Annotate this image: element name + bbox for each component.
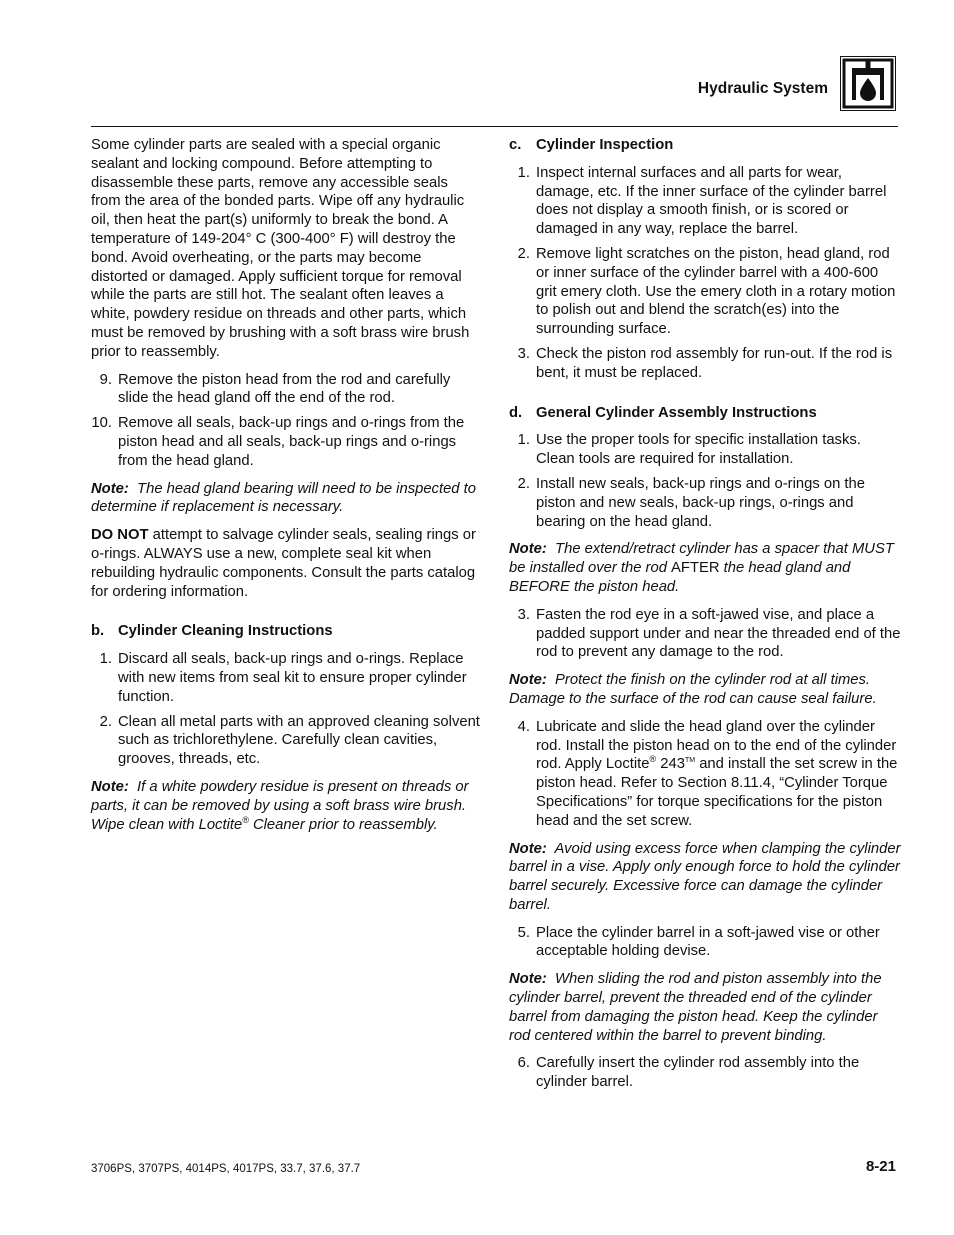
step-text: Inspect internal surfaces and all parts for wear, damage, etc. If the inner surface of the cylinder barrel does not display a smooth finish, or is scored or damaged in any way, replace the barrel.: [536, 164, 887, 238]
list-item: [91, 650, 481, 706]
assembly-steps-list: [509, 431, 901, 531]
step-number: 6.: [517, 1055, 530, 1072]
note-text: Avoid using excess force when clamping the cylinder barrel in a vise. Apply only enough force to hold the cylinder barrel securely. Excessive force can damage the cylinder barrel.: [509, 840, 901, 913]
registered-mark: ®: [242, 814, 249, 825]
step-number: 10.: [91, 415, 112, 432]
section-letter: c.: [509, 137, 522, 153]
note-label: Note:: [509, 971, 547, 988]
page-number: 8-21: [865, 1158, 896, 1175]
list-item: [509, 718, 901, 831]
step-text: Discard all seals, back-up rings and o-rings. Replace with new items from seal kit to ensure proper cylinder function.: [118, 651, 467, 705]
step-text-part: 243: [656, 756, 685, 773]
note-rod-finish: [509, 671, 901, 709]
section-title: Cylinder Cleaning Instructions: [118, 623, 333, 640]
step-text-part: and install the set screw in the piston head. Refer to Section 8.11.4, “Cylinder Torque Specifications” for torque specifications for the piston head and the set screw.: [536, 756, 898, 829]
note-text: The head gland bearing will need to be inspected to determine if replacement is necessary.: [91, 480, 476, 516]
note-text-end: Cleaner prior to reassembly.: [248, 816, 438, 833]
step-text: Check the piston rod assembly for run-out. If the rod is bent, it must be replaced.: [536, 345, 893, 381]
hydraulic-cylinder-icon: [840, 56, 896, 111]
note-residue: [91, 778, 481, 834]
list-item: [509, 245, 901, 339]
note-text: The extend/retract cylinder has a spacer that MUST be installed over the rod: [509, 541, 894, 577]
step-number: 3.: [517, 606, 530, 623]
step-text-part: Lubricate and slide the head gland over the cylinder rod. Install the piston head on to the end of the cylinder rod. Apply Loctite: [536, 718, 897, 773]
assembly-step-3: [509, 606, 901, 662]
note-clamping: [509, 840, 901, 915]
step-text: Install new seals, back-up rings and o-rings on the piston and new seals, back-up rings, o-rings and bearing on the head gland.: [536, 475, 865, 530]
list-item: [509, 924, 901, 962]
left-column: [91, 136, 481, 843]
trademark-mark: TM: [684, 757, 696, 765]
step-text: Remove light scratches on the piston, head gland, rod or inner surface of the cylinder barrel with a 400-600 grit emery cloth. Use the emery cloth in a rotary motion to polish out and blend the scratch(es) into the surrounding surface.: [536, 245, 896, 338]
step-number: 9.: [99, 371, 112, 388]
inspection-steps-list: [509, 164, 901, 383]
step-number: 1.: [517, 432, 530, 449]
intro-paragraph: Some cylinder parts are sealed with a special organic sealant and locking compound. Before attempting to disassemble these parts, remove any accessible seals from the area of the bonded parts. Wipe off any hydraulic oil, then heat the part(s) uniformly to break the bond. A temperature of 149-204° C (300-400° F) will destroy the bond. Avoid overheating, or the parts may become distorted or damaged. Apply sufficient torque for removal while the parts are still hot. The sealant often leaves a white, powdery residue on threads and other parts, which must be removed by brushing with a soft brass wire brush prior to reassembly.: [91, 137, 470, 360]
note-emphasis: AFTER: [671, 560, 720, 577]
step-number: 5.: [517, 924, 530, 941]
registered-mark: ®: [649, 754, 657, 765]
section-title: Cylinder Inspection: [536, 137, 674, 153]
note-label: Note:: [509, 840, 547, 857]
assembly-step-4: [509, 718, 901, 831]
section-header-title: Hydraulic System: [697, 80, 828, 97]
note-label: Note:: [91, 480, 129, 497]
note-text: Protect the finish on the cylinder rod at all times. Damage to the surface of the rod can cause seal failure.: [509, 672, 877, 707]
note-sliding: [509, 970, 901, 1045]
list-item: [509, 431, 901, 469]
list-item: [91, 414, 481, 470]
note-bearing: [91, 480, 481, 518]
warning-text: attempt to salvage cylinder seals, sealing rings or o-rings. ALWAYS use a new, complete seal kit when rebuilding hydraulic components. Consult the parts catalog for ordering information.: [91, 527, 476, 600]
step-text: Clean all metal parts with an approved cleaning solvent such as trichlorethylene. Carefully clean cavities, grooves, threads, etc.: [118, 713, 480, 768]
list-item: [509, 345, 901, 383]
step-text: Use the proper tools for specific installation tasks. Clean tools are required for installation.: [536, 432, 861, 468]
assembly-step-6: [509, 1054, 901, 1092]
note-label: Note:: [509, 672, 547, 689]
section-heading-inspection: [509, 136, 901, 155]
list-item: [509, 606, 901, 662]
step-number: 2.: [517, 245, 530, 262]
step-text: Remove all seals, back-up rings and o-rings from the piston head and all seals, back-up rings and o-rings from the head gland.: [118, 415, 465, 469]
removal-steps-list: [91, 371, 481, 471]
list-item: [509, 164, 901, 239]
note-text-end: the head gland and BEFORE the piston head.: [509, 560, 851, 595]
list-item: [509, 1054, 901, 1092]
step-text: Fasten the rod eye in a soft-jawed vise, and place a padded support under and near the threaded end of the rod to prevent any damage to the rod.: [536, 606, 901, 661]
step-number: 1.: [517, 164, 530, 181]
note-spacer: [509, 540, 901, 596]
step-number: 1.: [99, 651, 112, 668]
section-letter: b.: [91, 623, 105, 640]
step-text: Carefully insert the cylinder rod assembly into the cylinder barrel.: [536, 1055, 860, 1091]
step-number: 2.: [517, 475, 530, 492]
section-title: General Cylinder Assembly Instructions: [536, 404, 817, 421]
section-letter: d.: [509, 404, 523, 421]
note-label: Note:: [91, 778, 129, 795]
warning-paragraph: [91, 526, 481, 601]
cleaning-steps-list: [91, 650, 481, 769]
step-text: Remove the piston head from the rod and carefully slide the head gland off the end of the rod.: [118, 371, 451, 407]
step-number: 2.: [99, 713, 112, 730]
warning-label: DO NOT: [91, 527, 149, 544]
step-text: [536, 718, 901, 831]
section-heading-cleaning: [91, 622, 481, 641]
step-text: Place the cylinder barrel in a soft-jawed vise or other acceptable holding devise.: [536, 924, 880, 960]
assembly-step-5: [509, 924, 901, 962]
list-item: [509, 475, 901, 531]
list-item: [91, 713, 481, 769]
section-heading-assembly: [509, 404, 901, 423]
list-item: [91, 371, 481, 409]
footer-models: 3706PS, 3707PS, 4014PS, 4017PS, 33.7, 37.6, 37.7: [91, 1163, 361, 1175]
note-text: If a white powdery residue is present on threads or parts, it can be removed by using a soft brass wire brush. Wipe clean with Loctite: [91, 778, 469, 833]
note-text: When sliding the rod and piston assembly into the cylinder barrel, prevent the threaded end of the cylinder barrel from damaging the piston head. Keep the cylinder rod centered within the barrel to prevent binding.: [509, 971, 882, 1044]
note-label: Note:: [509, 541, 547, 558]
header-rule: [91, 126, 898, 127]
step-number: 4.: [517, 718, 530, 735]
right-column: [509, 136, 901, 1101]
step-number: 3.: [517, 345, 530, 362]
